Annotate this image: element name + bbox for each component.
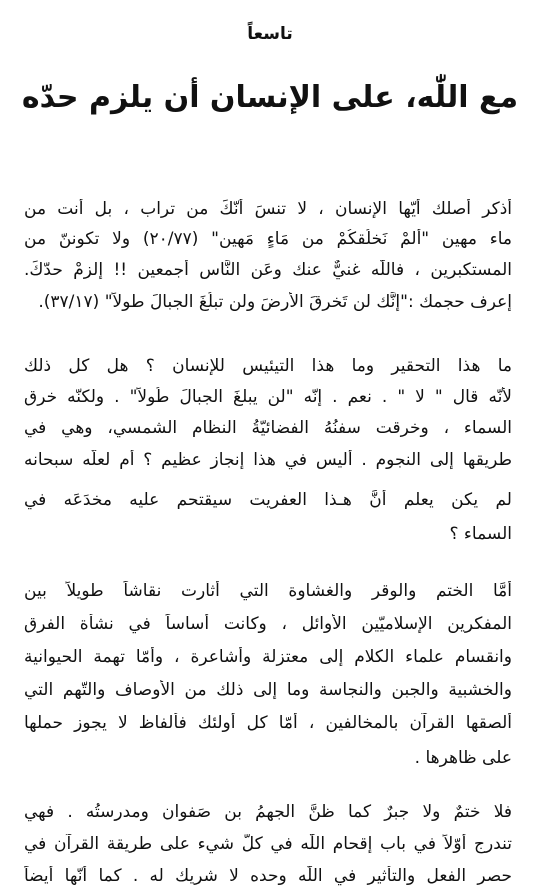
chapter-title: مع اللّٰه، على الإنسان أن يلزم حدّه xyxy=(21,80,519,115)
paragraph-1-line-3: المستكبرين ، فاللّٰه غنيٌّ عنك وعَن النَّاس أجمعين !! إلزمْ حدّكَ. xyxy=(24,260,512,280)
paragraph-4-line-2: تندرج أوّلاً في باب إقحام اللّٰه في كلّ شيء على طريقة القرآن في xyxy=(24,834,512,854)
paragraph-2-line-5: لم يكن يعلم أنَّ هـذا العفريت سيقتحم عليه مخدَعَه في xyxy=(24,490,512,510)
paragraph-1-line-1: أذكر أصلك أيّها الإنسان ، لا تنسَ أنّكَ من تراب ، بل أنت من xyxy=(24,199,512,219)
paragraph-3-line-4: والخشبية والجبن والنجاسة وما إلى ذلك من الأوصاف والتّهم التي xyxy=(24,680,512,700)
paragraph-3-line-6: على ظاهرها . xyxy=(414,748,512,768)
paragraph-3-line-1: أمَّا الختم والوقر والغشاوة التي أثارت نقاشاً طويلاً بين xyxy=(24,581,512,601)
paragraph-4-line-1: فلا ختمٌ ولا جبرٌ كما ظنَّ الجهمُ بن صَفوان ومدرستُه . فهي xyxy=(24,802,512,822)
paragraph-1-line-4: إعرف حجمك :"إنَّك لن تَخرقَ الأرضَ ولن تبلُغَ الجبالَ طولاً" (٣٧/١٧). xyxy=(38,292,512,312)
paragraph-2-line-6: السماء ؟ xyxy=(449,524,512,544)
paragraph-2-line-2: لأنّه قال " لا " . نعم . إنّه "لن يبلغَ الجبالَ طُولاً" . ولكنّه خرق xyxy=(24,387,512,407)
paragraph-3-line-5: ألصقها القرآن بالمخالفين ، أمّا كل أولئك فألفاظ لا يجوز حملها xyxy=(24,713,512,733)
section-label: تاسعاً xyxy=(247,24,293,44)
paragraph-1-line-2: ماء مهين "ألمْ نَخلُقكُمْ من مَاءٍ مَهين" (٢٠/٧٧) ولا تكوننّ من xyxy=(24,229,512,249)
paragraph-4-line-3: حصر الفعل والتأثير في اللّٰه وحده لا شريك له . كما أنّها أيضاً xyxy=(24,866,512,886)
paragraph-2-line-1: ما هذا التحقير وما هذا التيئيس للإنسان ؟ هل كل ذلك xyxy=(24,356,512,376)
paragraph-3-line-3: وانقسام علماء الكلام إلى معتزلة وأشاعرة ، وأمّا تهمة الحيوانية xyxy=(24,647,512,667)
paragraph-3-line-2: المفكرين الإسلاميّين الأوائل ، وكانت أساساً في نشأة الفرق xyxy=(24,614,512,634)
paragraph-2-line-4: طريقها إلى النجوم . أليس في هذا إنجاز عظيم ؟ أم لعلّه سبحانه xyxy=(24,450,512,470)
paragraph-2-line-3: السماء ، وخرقت سفنُهُ الفضائيّةُ النظام الشمسي، وهي في xyxy=(24,418,512,438)
